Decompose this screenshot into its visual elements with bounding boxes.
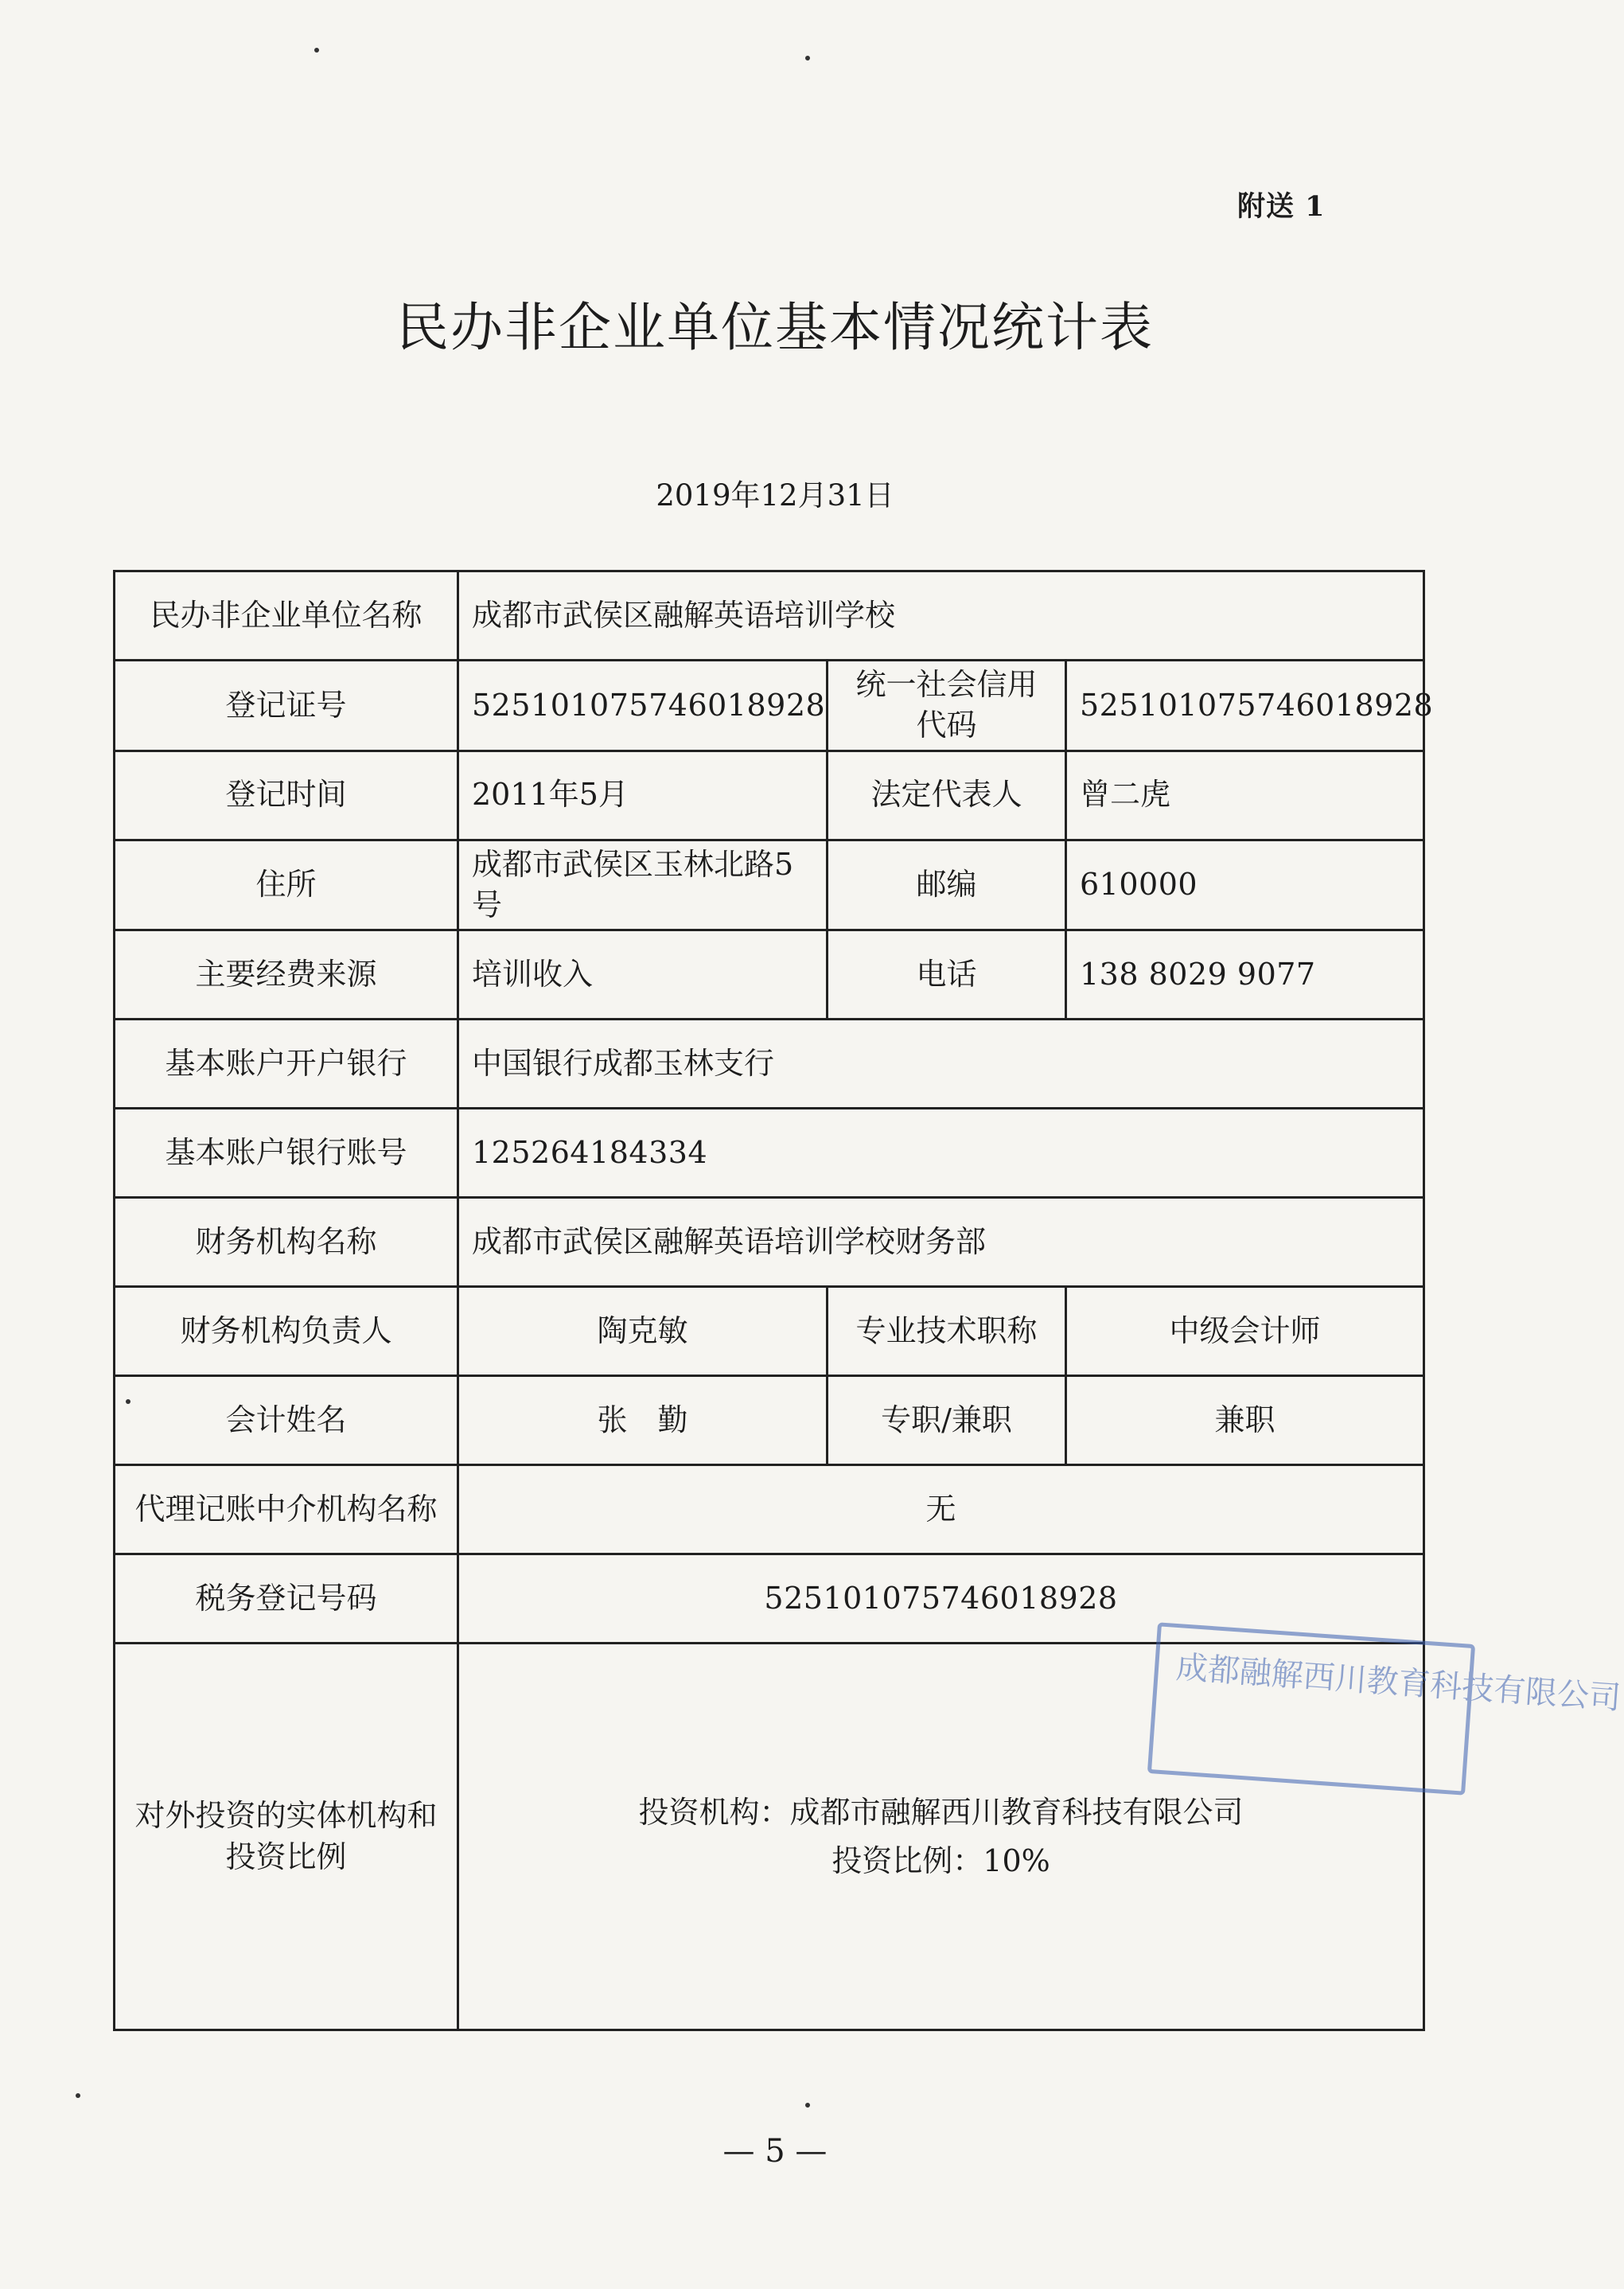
bank-account-value: 125264184334	[458, 1109, 1424, 1198]
postcode-value: 610000	[1066, 840, 1424, 930]
official-seal-stamp: 成都融解西川教育科技有限公司	[1147, 1622, 1475, 1795]
page-number: — 5 —	[722, 2133, 828, 2170]
table-row	[115, 661, 1424, 751]
bank-label: 基本账户开户银行	[115, 1020, 458, 1109]
statistics-table	[113, 570, 1434, 2031]
unit-name-value: 成都市武侯区融解英语培训学校	[458, 571, 1424, 661]
finance-org-label: 财务机构名称	[115, 1198, 458, 1287]
accountant-label: 会计姓名	[115, 1376, 458, 1465]
title-rank-value: 中级会计师	[1066, 1287, 1424, 1376]
investment-ratio: 投资比例：10%	[831, 1843, 1050, 1878]
fulltime-value: 兼职	[1066, 1376, 1424, 1465]
investment-label: 对外投资的实体机构和投资比例	[115, 1644, 458, 2030]
bank-account-label: 基本账户银行账号	[115, 1109, 458, 1198]
title-rank-label: 专业技术职称	[828, 1287, 1066, 1376]
unit-name-label: 民办非企业单位名称	[115, 571, 458, 661]
scan-speck	[126, 1399, 130, 1404]
legal-rep-label: 法定代表人	[828, 751, 1066, 840]
address-label: 住所	[115, 840, 458, 930]
table-row	[115, 1376, 1424, 1465]
table-row	[115, 571, 1424, 661]
table-row	[115, 1287, 1424, 1376]
annex-label: 附送 1	[1237, 190, 1326, 223]
registration-no-value: 525101075746018928	[458, 661, 828, 751]
scan-speck	[76, 2093, 80, 2098]
address-value: 成都市武侯区玉林北路5号	[458, 840, 828, 930]
bank-value: 中国银行成都玉林支行	[458, 1020, 1424, 1109]
funding-source-label: 主要经费来源	[115, 930, 458, 1020]
tax-no-value: 525101075746018928	[458, 1554, 1424, 1644]
agency-label: 代理记账中介机构名称	[115, 1465, 458, 1554]
registration-time-value: 2011年5月	[458, 751, 828, 840]
table-row	[115, 1020, 1424, 1109]
credit-code-label: 统一社会信用代码	[828, 661, 1066, 751]
tax-no-label: 税务登记号码	[115, 1554, 458, 1644]
table-row	[115, 751, 1424, 840]
table-row	[115, 930, 1424, 1020]
table-row	[115, 840, 1424, 930]
funding-source-value: 培训收入	[458, 930, 828, 1020]
finance-org-value: 成都市武侯区融解英语培训学校财务部	[458, 1198, 1424, 1287]
table-row	[115, 1465, 1424, 1554]
postcode-label: 邮编	[828, 840, 1066, 930]
registration-no-label: 登记证号	[115, 661, 458, 751]
accountant-value: 张 勤	[458, 1376, 828, 1465]
scan-speck	[805, 56, 810, 60]
page-title: 民办非企业单位基本情况统计表	[396, 297, 1154, 358]
report-date: 2019年12月31日	[656, 478, 894, 513]
legal-rep-value: 曾二虎	[1066, 751, 1424, 840]
registration-time-label: 登记时间	[115, 751, 458, 840]
finance-head-label: 财务机构负责人	[115, 1287, 458, 1376]
phone-value: 138 8029 9077	[1066, 930, 1424, 1020]
credit-code-value: 525101075746018928	[1066, 661, 1424, 751]
table-row	[115, 1198, 1424, 1287]
phone-label: 电话	[828, 930, 1066, 1020]
scan-speck	[805, 2103, 810, 2108]
scan-speck	[314, 48, 319, 53]
finance-head-value: 陶克敏	[458, 1287, 828, 1376]
fulltime-label: 专职/兼职	[828, 1376, 1066, 1465]
table-row	[115, 1109, 1424, 1198]
investment-org: 投资机构：成都市融解西川教育科技有限公司	[638, 1794, 1244, 1830]
agency-value: 无	[458, 1465, 1424, 1554]
